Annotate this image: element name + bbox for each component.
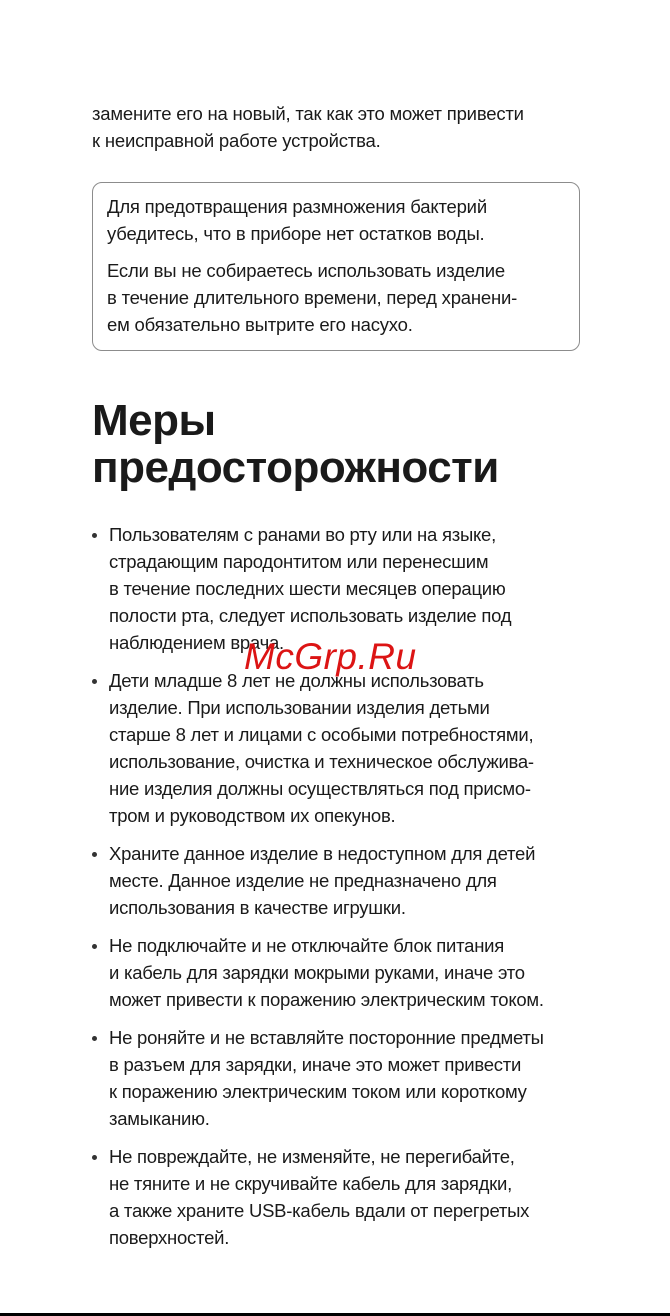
list-item-line: ние изделия должны осуществляться под присмо-	[109, 778, 531, 799]
note-line: ем обязательно вытрите его насухо.	[107, 314, 413, 335]
list-item-line: в разъем для зарядки, иначе это может привести	[109, 1054, 522, 1075]
list-item-line: Дети младше 8 лет не должны использовать	[109, 670, 484, 691]
list-item-line: страдающим пародонтитом или перенесшим	[109, 551, 489, 572]
list-item	[92, 1024, 580, 1132]
list-item-line: полости рта, следует использовать изделие под	[109, 605, 512, 626]
list-item	[92, 840, 580, 921]
section-title-line: предосторожности	[92, 443, 499, 492]
list-item-line: в течение последних шести месяцев операцию	[109, 578, 506, 599]
note-box	[92, 182, 580, 351]
intro-paragraph	[92, 100, 580, 154]
list-item-line: Пользователям с ранами во рту или на языке,	[109, 524, 496, 545]
note-line: убедитесь, что в приборе нет остатков воды.	[107, 223, 485, 244]
note-line: Если вы не собираетесь использовать изделие	[107, 260, 506, 281]
document-page	[92, 100, 580, 1262]
list-item-line: Не повреждайте, не изменяйте, не перегибайте,	[109, 1146, 515, 1167]
note-paragraph	[107, 193, 565, 247]
list-item-line: поверхностей.	[109, 1227, 230, 1248]
list-item-line: месте. Данное изделие не предназначено для	[109, 870, 497, 891]
list-item-line: наблюдением врача.	[109, 632, 284, 653]
list-item-line: изделие. При использовании изделия детьми	[109, 697, 490, 718]
intro-line: к неисправной работе устройства.	[92, 130, 381, 151]
list-item-line: не тяните и не скручивайте кабель для зарядки,	[109, 1173, 512, 1194]
list-item-line: может привести к поражению электрическим током.	[109, 989, 544, 1010]
note-line: Для предотвращения размножения бактерий	[107, 196, 487, 217]
note-line: в течение длительного времени, перед хранени-	[107, 287, 518, 308]
list-item	[92, 667, 580, 829]
section-title	[92, 397, 580, 491]
list-item-line: тром и руководством их опекунов.	[109, 805, 396, 826]
list-item-line: Не роняйте и не вставляйте посторонние предметы	[109, 1027, 544, 1048]
list-item-line: замыканию.	[109, 1108, 210, 1129]
list-item	[92, 1143, 580, 1251]
list-item-line: использование, очистка и техническое обслужива-	[109, 751, 534, 772]
intro-line: замените его на новый, так как это может привести	[92, 103, 524, 124]
watermark: McGrp.Ru	[244, 636, 417, 677]
section-title-line: Меры	[92, 396, 216, 445]
list-item-line: и кабель для зарядки мокрыми руками, иначе это	[109, 962, 525, 983]
list-item-line: Храните данное изделие в недоступном для детей	[109, 843, 536, 864]
list-item	[92, 932, 580, 1013]
list-item-line: к поражению электрическим током или короткому	[109, 1081, 527, 1102]
list-item-line: Не подключайте и не отключайте блок питания	[109, 935, 505, 956]
precautions-list	[92, 521, 580, 1251]
list-item	[92, 521, 580, 656]
note-paragraph	[107, 257, 565, 338]
list-item-line: использования в качестве игрушки.	[109, 897, 406, 918]
list-item-line: старше 8 лет и лицами с особыми потребностями,	[109, 724, 534, 745]
list-item-line: а также храните USB-кабель вдали от перегретых	[109, 1200, 530, 1221]
